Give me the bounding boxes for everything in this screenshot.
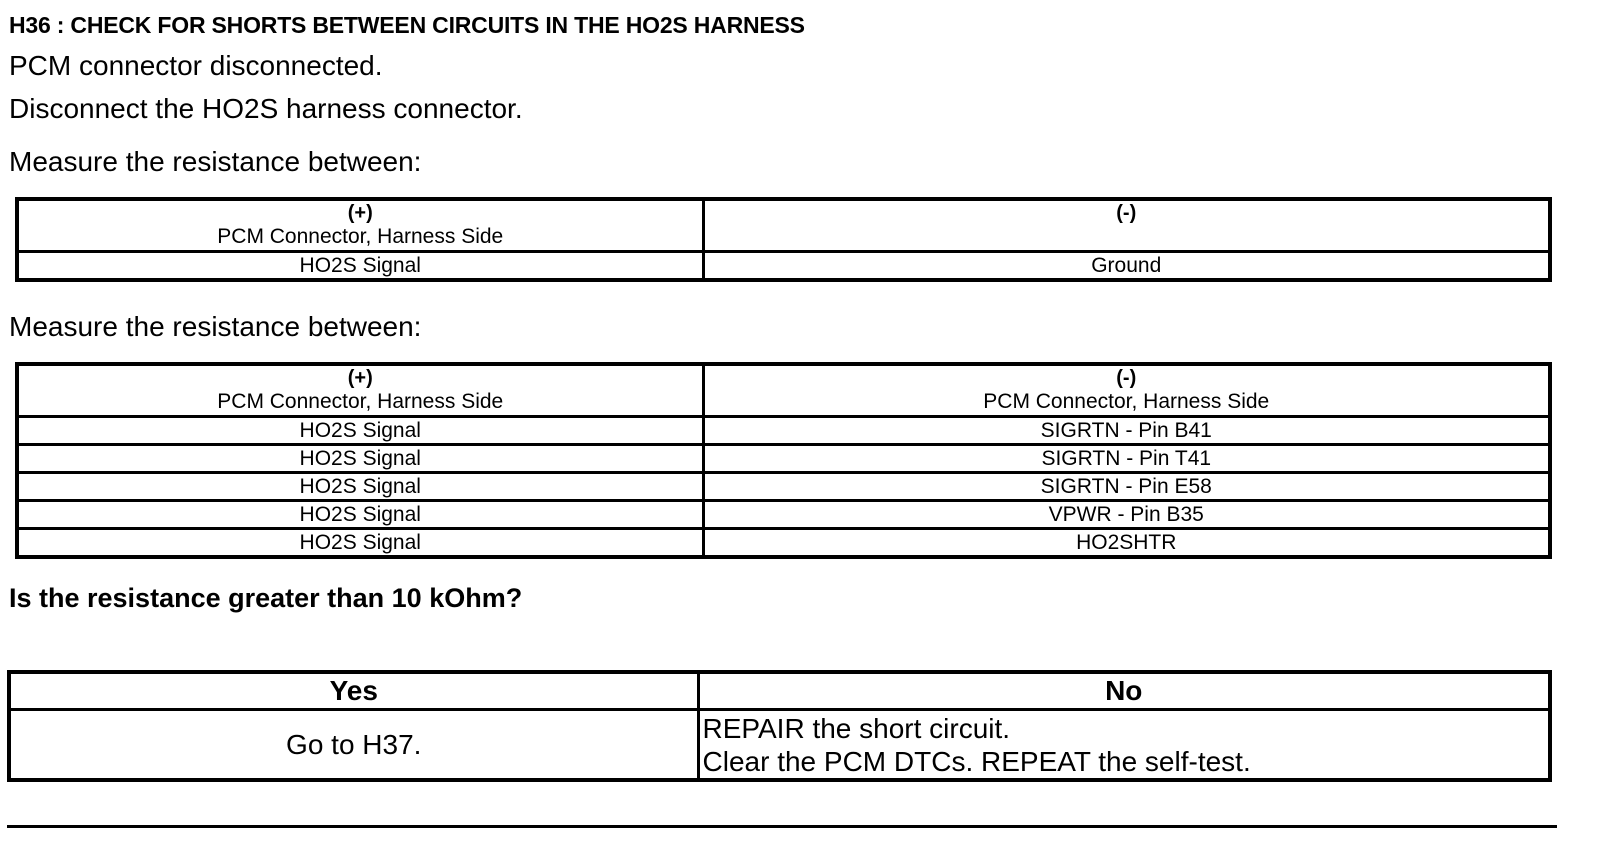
plus-header-cell xyxy=(17,364,703,417)
plus-cell: HO2S Signal xyxy=(17,501,703,529)
minus-symbol: (-) xyxy=(1116,202,1137,224)
table-row xyxy=(17,417,1550,445)
plus-cell: HO2S Signal xyxy=(17,252,703,281)
plus-header-cell xyxy=(17,199,703,252)
no-action-line-2: Clear the PCM DTCs. REPEAT the self-test. xyxy=(702,745,1251,777)
yes-action: Go to H37. xyxy=(9,710,698,781)
yes-header: Yes xyxy=(9,672,698,710)
no-action xyxy=(698,710,1550,781)
plus-cell: HO2S Signal xyxy=(17,529,703,558)
plus-header-label: PCM Connector, Harness Side xyxy=(217,390,504,413)
decision-header-row xyxy=(9,672,1550,710)
plus-cell: HO2S Signal xyxy=(17,417,703,445)
minus-header-cell xyxy=(703,199,1550,252)
minus-cell: SIGRTN - Pin B41 xyxy=(703,417,1550,445)
table-row xyxy=(17,445,1550,473)
minus-cell: HO2SHTR xyxy=(703,529,1550,558)
step-heading: H36 : CHECK FOR SHORTS BETWEEN CIRCUITS IN THE HO2S HARNESS xyxy=(9,12,805,38)
decision-table xyxy=(7,670,1552,782)
table-row xyxy=(17,473,1550,501)
plus-symbol: (+) xyxy=(347,367,373,389)
table-header-row xyxy=(17,364,1550,417)
minus-cell: Ground xyxy=(703,252,1550,281)
table-row xyxy=(17,252,1550,281)
decision-question: Is the resistance greater than 10 kOhm? xyxy=(9,583,523,613)
measure-instruction-1: Measure the resistance between: xyxy=(9,146,422,177)
plus-cell: HO2S Signal xyxy=(17,473,703,501)
table-row xyxy=(17,501,1550,529)
minus-cell: SIGRTN - Pin T41 xyxy=(703,445,1550,473)
minus-cell: SIGRTN - Pin E58 xyxy=(703,473,1550,501)
no-action-line-1: REPAIR the short circuit. xyxy=(702,712,1011,744)
minus-cell: VPWR - Pin B35 xyxy=(703,501,1550,529)
minus-header-cell xyxy=(703,364,1550,417)
resistance-table-pins xyxy=(15,362,1552,559)
minus-header-label: PCM Connector, Harness Side xyxy=(983,390,1270,413)
no-header: No xyxy=(698,672,1550,710)
plus-cell: HO2S Signal xyxy=(17,445,703,473)
condition-text: PCM connector disconnected. xyxy=(9,50,383,81)
minus-symbol: (-) xyxy=(1116,367,1137,389)
decision-action-row xyxy=(9,710,1550,781)
bottom-divider xyxy=(7,825,1557,828)
plus-header-label: PCM Connector, Harness Side xyxy=(217,225,504,248)
plus-symbol: (+) xyxy=(347,202,373,224)
table-header-row xyxy=(17,199,1550,252)
instruction-text: Disconnect the HO2S harness connector. xyxy=(9,93,523,124)
table-row xyxy=(17,529,1550,558)
measure-instruction-2: Measure the resistance between: xyxy=(9,311,422,342)
resistance-table-ground xyxy=(15,197,1552,282)
